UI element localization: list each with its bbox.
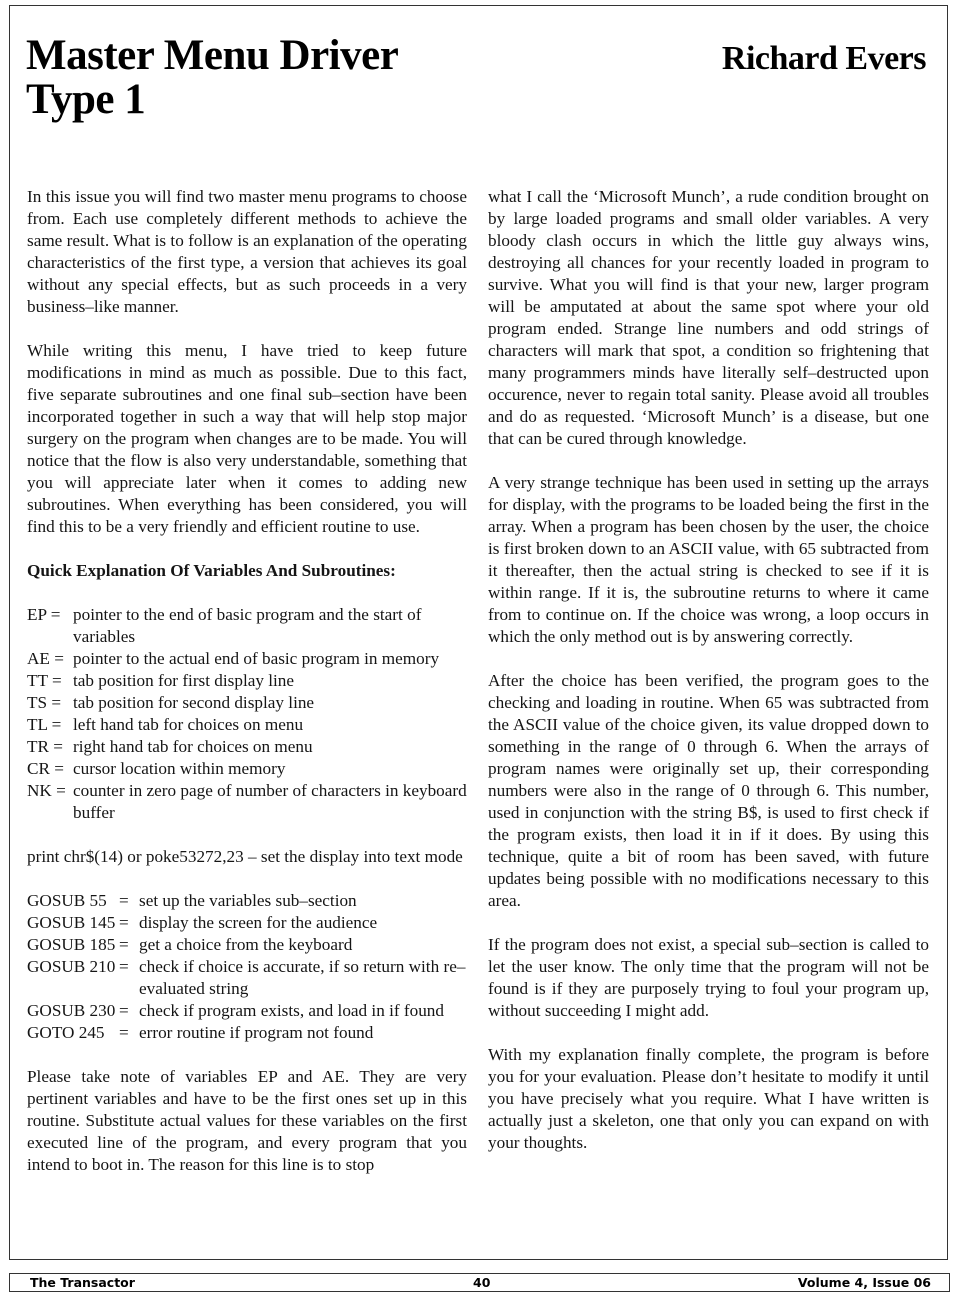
subroutine-call: GOSUB 55 (27, 891, 107, 910)
subroutine-item (27, 912, 467, 934)
body-paragraph: With my explanation finally complete, the program is before you for your evaluation. Please don’t hesitate to modify it until you have precisely what you require. What I have written is actually just a skeleton, one that only you can expand on with your thoughts. (488, 1045, 929, 1152)
variable-name: TT = (27, 671, 62, 690)
variable-name: TL = (27, 715, 62, 734)
subroutine-desc: set up the variables sub–section (139, 891, 357, 910)
title-line-1: Master Menu Driver (26, 32, 399, 79)
subroutine-item (27, 890, 467, 912)
section-heading: Quick Explanation Of Variables And Subroutines: (27, 561, 396, 580)
variable-desc: counter in zero page of number of characters in keyboard buffer (73, 781, 467, 822)
body-paragraph: what I call the ‘Microsoft Munch’, a rude condition brought on by large loaded programs and small older variables. A very bloody clash occurs in which the little guy always wins, destroying all chances for your recently loaded in program to survive. What you will find is that your new, larger program will be amputated at about the same spot where your old program ended. Strange line numbers and odd strings of characters will mark that spot, a condition so frightening that many programmers minds have literally self–destructed upon occurence, never to regain total sanity. Please avoid all troubles and do as requested. ‘Microsoft Munch’ is a disease, but one that can be cured through knowledge. (488, 187, 929, 448)
variable-desc: left hand tab for choices on menu (73, 715, 304, 734)
subroutines-list (27, 890, 467, 1044)
body-paragraph: A very strange technique has been used in setting up the arrays for display, with the programs to be loaded being the first in the array. When a program has been chosen by the user, the choice is first broken down to an ASCII value, with 65 subtracted from it thereafter, then the actual string is checked to see if it is within range. If it is, the subroutine returns to where it came from to continue on. If the choice was wrong, a loop occurs in which the only method out is by answering correctly. (488, 473, 929, 646)
subroutine-call: GOSUB 185 (27, 935, 116, 954)
equals-sign: = (119, 891, 129, 910)
article-title (26, 34, 398, 122)
variable-item (27, 780, 467, 824)
magazine-name: The Transactor (30, 1275, 135, 1290)
subroutine-desc: display the screen for the audience (139, 913, 378, 932)
variable-desc: pointer to the actual end of basic program in memory (73, 649, 440, 668)
title-line-2: Type 1 (26, 76, 146, 123)
variable-desc: right hand tab for choices on menu (73, 737, 313, 756)
subroutine-call: GOTO 245 (27, 1023, 105, 1042)
variable-desc: tab position for first display line (73, 671, 295, 690)
variable-desc: tab position for second display line (73, 693, 315, 712)
variables-list (27, 604, 467, 824)
left-column (27, 186, 467, 1176)
subroutine-item (27, 956, 467, 1000)
equals-sign: = (119, 1023, 129, 1042)
right-column (488, 186, 929, 1154)
subroutine-call: GOSUB 230 (27, 1001, 116, 1020)
variable-name: TS = (27, 693, 62, 712)
body-paragraph: After the choice has been verified, the program goes to the checking and loading in routine. When 65 was subtracted from the ASCII value of the choice given, its value dropped down to something in the range of 0 through 6. When the arrays of program names were originally set up, their corresponding numbers were also in the range of 0 through 6. This number, used in conjunction with the string B$, is used to first check if the program exists, then load it in if it does. By using this technique, quite a bit of room has been saved, with future updates being possible with no modifications necessary to this area. (488, 671, 929, 910)
subroutine-item (27, 934, 467, 956)
variable-item (27, 648, 467, 670)
variable-item (27, 736, 467, 758)
body-paragraph: If the program does not exist, a special sub–section is called to let the user know. The only time that the program will not be found is if they are purposely trying to foul your program up, without succeeding I might add. (488, 935, 929, 1020)
closing-paragraph: Please take note of variables EP and AE. They are very pertinent variables and have to be the first ones set up in this routine. Substitute actual values for these variables on the first executed line of the program, and every program that you intend to boot in. The reason for this line is to stop (27, 1067, 467, 1174)
subroutine-item (27, 1000, 467, 1022)
variable-item (27, 604, 467, 648)
equals-sign: = (119, 957, 129, 976)
variable-item (27, 670, 467, 692)
equals-sign: = (119, 1001, 129, 1020)
page-footer (9, 1273, 950, 1292)
intro-paragraph-2: While writing this menu, I have tried to keep future modifications in mind as much as possible. Due to this fact, five separate subroutines and one final sub–section have been incorporated together in such a way that will help stop major surgery on the program when changes are to be made. You will notice that the flow is also very understandable, something that you will appreciate later when it comes to adding new subroutines. When everything has been considered, you will find this to be a very friendly and efficient routine to use. (27, 341, 467, 536)
subroutine-item (27, 1022, 467, 1044)
print-note: print chr$(14) or poke53272,23 – set the display into text mode (27, 847, 463, 866)
variable-name: CR = (27, 759, 64, 778)
equals-sign: = (119, 913, 129, 932)
variable-item (27, 692, 467, 714)
variable-name: EP = (27, 605, 61, 624)
variable-desc: cursor location within memory (73, 759, 286, 778)
subroutine-desc: check if program exists, and load in if found (139, 1001, 444, 1020)
subroutine-call: GOSUB 210 (27, 957, 116, 976)
issue-label: Volume 4, Issue 06 (797, 1275, 931, 1290)
intro-paragraph-1: In this issue you will find two master menu programs to choose from. Each use completely different methods to achieve the same result. What is to follow is an explanation of the operating characteristics of the first type, a version that achieves its goal without any special effects, but as such proceeds in a very business–like manner. (27, 187, 467, 316)
variable-item (27, 758, 467, 780)
subroutine-desc: get a choice from the keyboard (139, 935, 353, 954)
variable-name: NK = (27, 781, 66, 800)
author-name: Richard Evers (721, 40, 926, 77)
variable-desc: pointer to the end of basic program and the start of variables (73, 605, 422, 646)
subroutine-call: GOSUB 145 (27, 913, 116, 932)
subroutine-desc: error routine if program not found (139, 1023, 374, 1042)
variable-name: TR = (27, 737, 63, 756)
equals-sign: = (119, 935, 129, 954)
variable-name: AE = (27, 649, 64, 668)
subroutine-desc: check if choice is accurate, if so return with re–evaluated string (139, 957, 466, 998)
variable-item (27, 714, 467, 736)
page-number: 40 (473, 1275, 491, 1290)
